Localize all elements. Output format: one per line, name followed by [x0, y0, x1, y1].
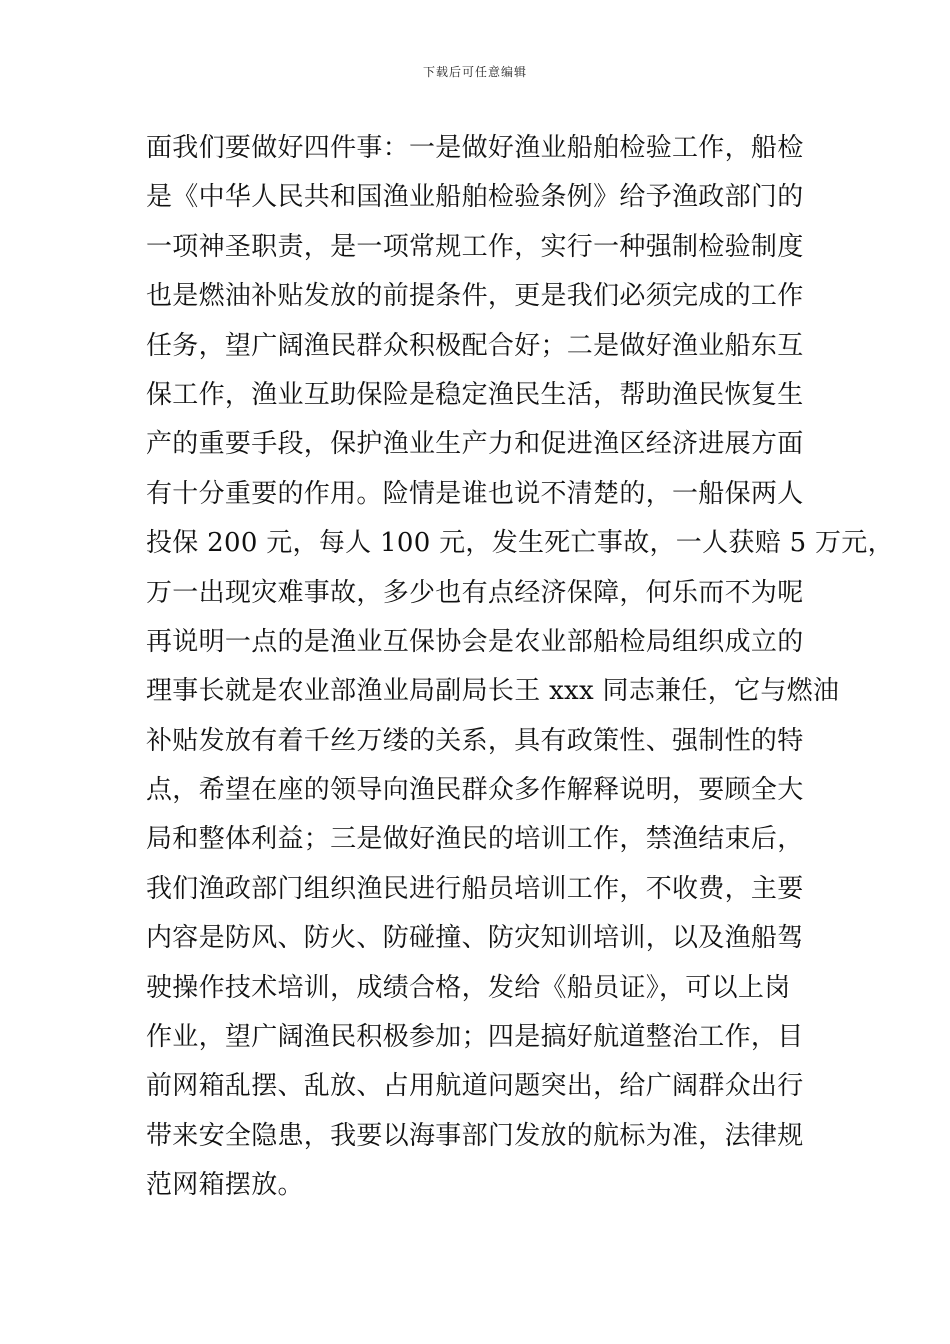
- text-line: 产的重要手段，保护渔业生产力和促进渔区经济进展方面: [146, 429, 804, 460]
- text-line: 一项神圣职责，是一项常规工作，实行一种强制检验制度: [146, 231, 804, 262]
- text-line: 也是燃油补贴发放的前提条件，更是我们必须完成的工作: [146, 281, 804, 312]
- text-line: 作业，望广阔渔民积极参加；四是搞好航道整治工作，目: [146, 1022, 804, 1053]
- text-line: 有十分重要的作用。险情是谁也说不清楚的，一船保两人: [146, 478, 804, 509]
- text-line: 万一出现灾难事故，多少也有点经济保障，何乐而不为呢: [146, 577, 804, 608]
- text-line: 带来安全隐患，我要以海事部门发放的航标为准，法律规: [146, 1120, 804, 1151]
- text-line: 补贴发放有着千丝万缕的关系，具有政策性、强制性的特: [146, 725, 804, 756]
- text-line: 范网箱摆放。: [146, 1170, 304, 1201]
- text-line: 投保 200 元，每人 100 元，发生死亡事故，一人获赔 5 万元，: [146, 528, 894, 559]
- text-line: 点，希望在座的领导向渔民群众多作解释说明，要顾全大: [146, 775, 804, 806]
- text-line: 我们渔政部门组织渔民进行船员培训工作，不收费，主要: [146, 873, 804, 904]
- text-line: 再说明一点的是渔业互保协会是农业部船检局组织成立的: [146, 626, 804, 657]
- text-line: 前网箱乱摆、乱放、占用航道问题突出，给广阔群众出行: [146, 1071, 804, 1102]
- page-header: 下载后可任意编辑: [422, 65, 527, 79]
- text-line: 是《中华人民共和国渔业船舶检验条例》给予渔政部门的: [146, 182, 804, 213]
- text-line: 驶操作技术培训，成绩合格，发给《船员证》，可以上岗: [146, 972, 791, 1003]
- document-body: [146, 124, 894, 1211]
- text-line: 面我们要做好四件事：一是做好渔业船舶检验工作，船检: [146, 133, 804, 163]
- text-line: 任务，望广阔渔民群众积极配合好；二是做好渔业船东互: [146, 330, 804, 361]
- text-line: 内容是防风、防火、防碰撞、防灾知训培训，以及渔船驾: [146, 923, 804, 954]
- text-line: 局和整体利益；三是做好渔民的培训工作，禁渔结束后，: [146, 824, 804, 855]
- text-line: 理事长就是农业部渔业局副局长王 xxx 同志兼任，它与燃油: [146, 676, 840, 707]
- text-line: 保工作，渔业互助保险是稳定渔民生活，帮助渔民恢复生: [146, 379, 804, 410]
